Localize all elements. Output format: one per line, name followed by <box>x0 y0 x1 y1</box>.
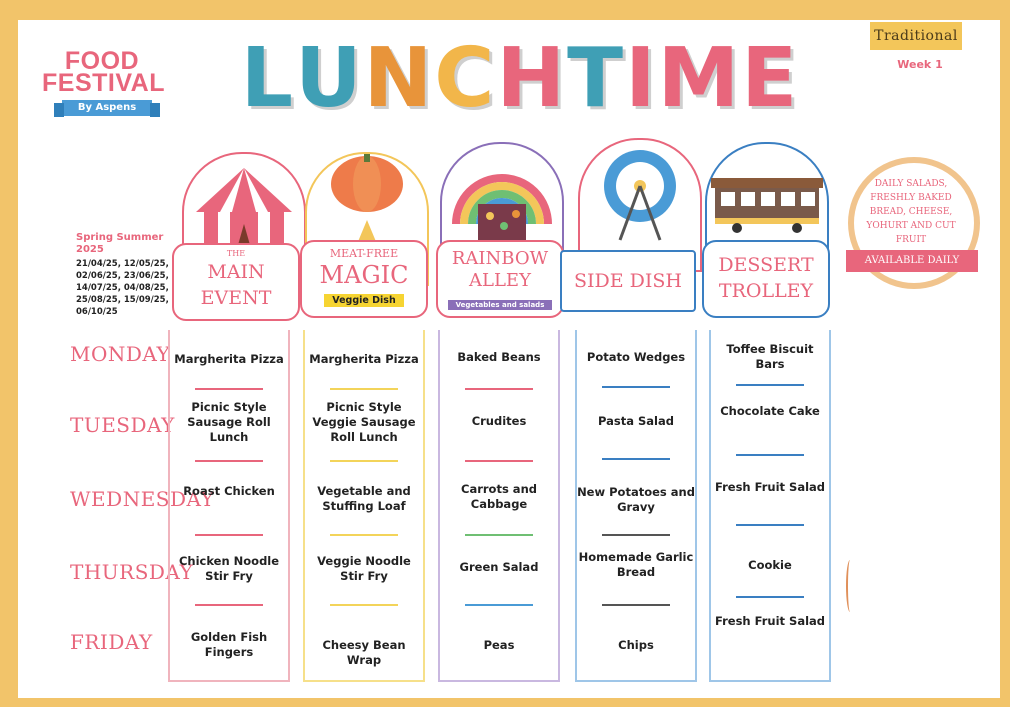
column-meat-free-magic <box>303 330 425 682</box>
column-rainbow-alley <box>438 330 560 682</box>
menu-item: Veggie Noodle Stir Fry <box>317 554 411 583</box>
separator <box>602 386 670 388</box>
menu-item: Margherita Pizza <box>309 352 419 366</box>
title-letter: C <box>434 31 497 126</box>
column-small-label: MEAT-FREE <box>329 247 399 260</box>
column-title: DESSERT TROLLEY <box>718 254 814 302</box>
menu-item: Crudites <box>471 414 527 428</box>
week-label: Week 1 <box>897 58 943 71</box>
menu-item: Fresh Fruit Salad <box>714 614 826 628</box>
menu-item: Baked Beans <box>457 350 541 364</box>
menu-item: Pasta Salad <box>598 414 674 428</box>
title-letter: E <box>741 31 800 126</box>
separator <box>465 534 533 536</box>
menu-item: Picnic Style Sausage Roll Lunch <box>187 400 271 444</box>
menu-item: Carrots and Cabbage <box>461 482 537 511</box>
title-letter: T <box>567 31 626 126</box>
separator <box>465 604 533 606</box>
column-title: RAINBOW ALLEY <box>451 248 549 291</box>
separator <box>195 460 263 462</box>
brand-ribbon: By Aspens <box>62 100 152 116</box>
separator <box>465 388 533 390</box>
menu-type-badge: Traditional <box>870 22 962 50</box>
separator <box>736 596 804 598</box>
column-title: SIDE DISH <box>574 270 682 292</box>
brand-logo <box>42 47 165 97</box>
menu-item: Chicken Noodle Stir Fry <box>178 554 280 583</box>
menu-item: Peas <box>483 638 515 652</box>
title-letter: M <box>657 31 742 126</box>
column-dessert-trolley <box>709 330 831 682</box>
title-letter: N <box>363 31 435 126</box>
separator <box>602 458 670 460</box>
title-letter: L <box>240 31 296 126</box>
column-sign <box>436 240 564 318</box>
menu-item: Roast Chicken <box>183 484 275 498</box>
menu-item: Chocolate Cake <box>720 404 820 418</box>
column-small-label: THE <box>226 249 246 258</box>
separator <box>602 534 670 536</box>
daily-ribbon: AVAILABLE DAILY <box>846 250 978 272</box>
tram-icon <box>707 144 827 254</box>
menu-item: Cheesy Bean Wrap <box>322 638 406 667</box>
menu-item: Toffee Biscuit Bars <box>726 342 814 371</box>
season-title: Spring Summer 2025 <box>76 232 164 255</box>
separator <box>602 604 670 606</box>
column-title: MAIN EVENT <box>200 261 272 309</box>
day-thursday: THURSDAY <box>70 560 194 584</box>
season-dates: 21/04/25, 12/05/25, 02/06/25, 23/06/25, 14/07/25, 04/08/25, 25/08/25, 15/09/25, 06/10/25 <box>76 259 169 317</box>
brand-line1: FOOD <box>64 47 140 75</box>
separator <box>195 388 263 390</box>
day-wednesday: WEDNESDAY <box>70 487 215 511</box>
title-letter: U <box>295 31 364 126</box>
menu-item: Vegetable and Stuffing Loaf <box>317 484 411 513</box>
menu-item: Homemade Garlic Bread <box>578 550 694 579</box>
day-monday: MONDAY <box>70 342 171 366</box>
menu-item: Margherita Pizza <box>174 352 284 366</box>
menu-item: Fresh Fruit Salad <box>714 480 826 494</box>
edge-mark <box>846 560 854 612</box>
menu-item: Potato Wedges <box>586 350 686 364</box>
separator <box>195 534 263 536</box>
menu-item: Picnic Style Veggie Sausage Roll Lunch <box>312 400 416 444</box>
separator <box>736 524 804 526</box>
column-sign <box>172 243 300 321</box>
column-sign <box>560 250 696 312</box>
separator <box>465 460 533 462</box>
menu-item: New Potatoes and Gravy <box>577 485 695 514</box>
title-letter: H <box>496 31 568 126</box>
day-friday: FRIDAY <box>70 630 153 654</box>
column-side-dish <box>575 330 697 682</box>
menu-item: Green Salad <box>459 560 539 574</box>
column-sign <box>300 240 428 318</box>
daily-text: DAILY SALADS, FRESHLY BAKED BREAD, CHEESE, YOHURT AND CUT FRUIT <box>866 179 956 245</box>
column-title: MAGIC <box>319 261 409 289</box>
column-main-event <box>168 330 290 682</box>
ferris-wheel-icon <box>580 140 700 250</box>
page-title <box>225 31 815 126</box>
menu-item: Golden Fish Fingers <box>190 630 268 659</box>
separator <box>736 454 804 456</box>
separator <box>736 384 804 386</box>
menu-item: Cookie <box>748 558 792 572</box>
separator <box>330 534 398 536</box>
rainbow-icon <box>442 144 562 254</box>
title-letter: I <box>625 31 658 126</box>
separator <box>330 460 398 462</box>
column-sign <box>702 240 830 318</box>
day-tuesday: TUESDAY <box>70 413 175 437</box>
brand-line2: FESTIVAL <box>42 69 165 97</box>
column-sub-label: Veggie Dish <box>324 294 403 307</box>
column-sub-label: Vegetables and salads <box>448 300 553 310</box>
separator <box>330 604 398 606</box>
menu-item: Chips <box>618 638 654 652</box>
separator <box>330 388 398 390</box>
separator <box>195 604 263 606</box>
